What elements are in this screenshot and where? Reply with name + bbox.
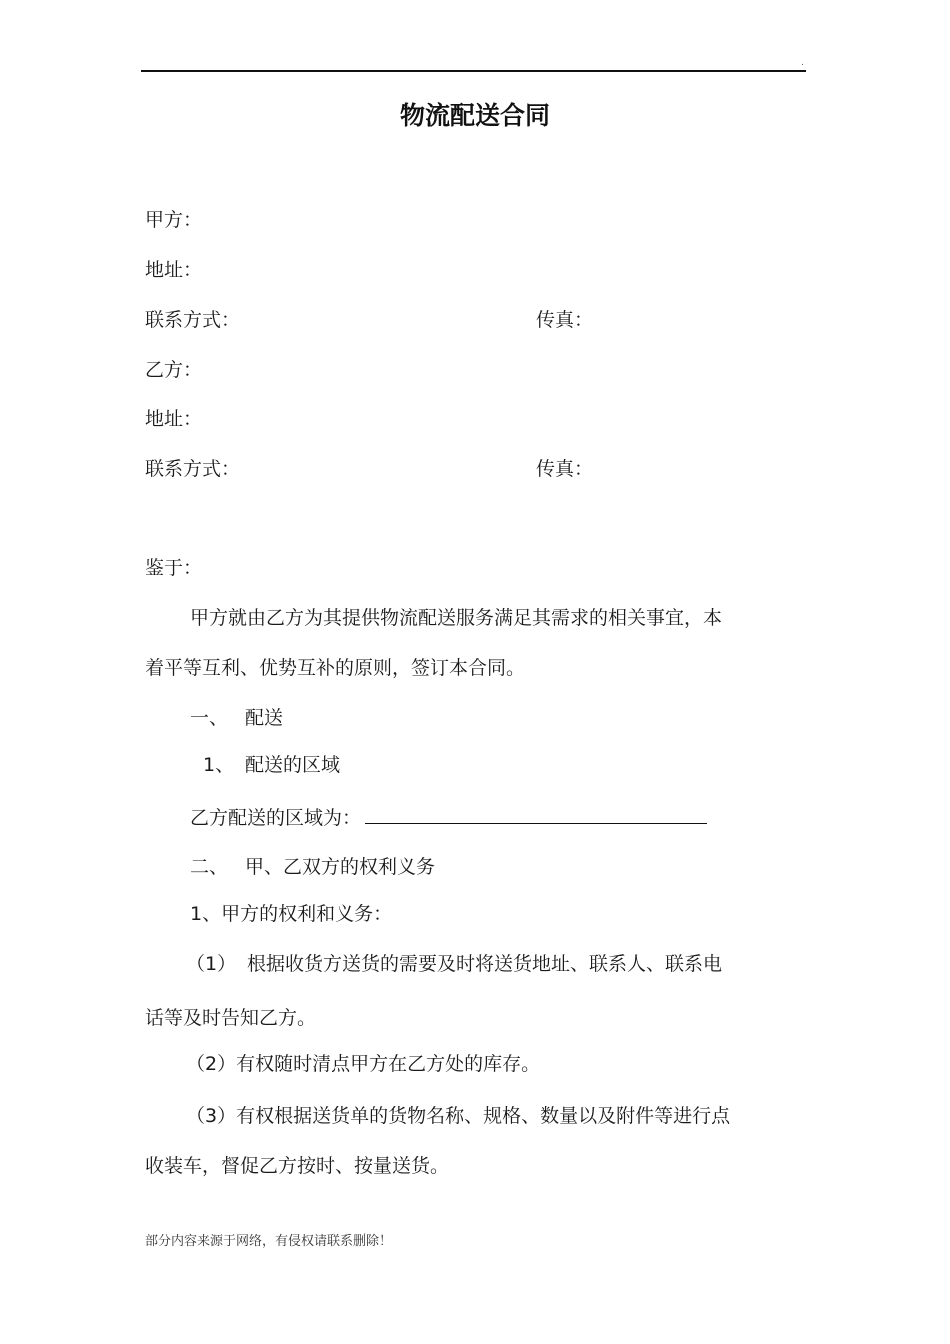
item-1-title: 配送的区域	[245, 754, 341, 776]
party-a-contact-label: 联系方式：	[145, 309, 241, 331]
section-2-number: 二、	[190, 856, 229, 878]
party-b-contact-label: 联系方式：	[145, 458, 241, 480]
party-b-address-label: 地址：	[145, 408, 203, 430]
header-rule	[141, 70, 806, 72]
clause-3-line-1: （3）有权根据送货单的货物名称、规格、数量以及附件等进行点	[186, 1105, 731, 1127]
region-field	[190, 805, 707, 831]
section-1-number: 一、	[190, 707, 229, 729]
party-a-fax-label: 传真：	[536, 309, 594, 331]
party-a-address-label: 地址：	[145, 259, 203, 281]
whereas-label: 鉴于：	[145, 557, 203, 579]
region-label: 乙方配送的区域为：	[190, 807, 362, 829]
intro-paragraph-line-1: 甲方就由乙方为其提供物流配送服务满足其需求的相关事宜，本	[190, 607, 723, 629]
section-2-title: 甲、乙双方的权利义务	[245, 856, 436, 878]
region-blank-line	[365, 805, 707, 824]
header-dot: .	[801, 58, 804, 68]
footer-note: 部分内容来源于网络，有侵权请联系删除！	[145, 1234, 393, 1249]
party-b-name-label: 乙方：	[145, 359, 203, 381]
clause-1-line-1: 根据收货方送货的需要及时将送货地址、联系人、联系电	[247, 953, 723, 975]
subsection-1-title: 1、甲方的权利和义务：	[190, 903, 393, 925]
clause-1-line-2: 话等及时告知乙方。	[145, 1007, 317, 1029]
document-title: 物流配送合同	[399, 101, 550, 130]
party-a-name-label: 甲方：	[145, 209, 203, 231]
clause-1-number: （1）	[186, 953, 237, 975]
clause-2: （2）有权随时清点甲方在乙方处的库存。	[186, 1053, 541, 1075]
intro-paragraph-line-2: 着平等互利、优势互补的原则，签订本合同。	[145, 657, 526, 679]
section-1-title: 配送	[245, 707, 284, 729]
clause-3-line-2: 收装车，督促乙方按时、按量送货。	[145, 1155, 450, 1177]
party-b-fax-label: 传真：	[536, 458, 594, 480]
item-1-number: 1、	[203, 754, 235, 776]
